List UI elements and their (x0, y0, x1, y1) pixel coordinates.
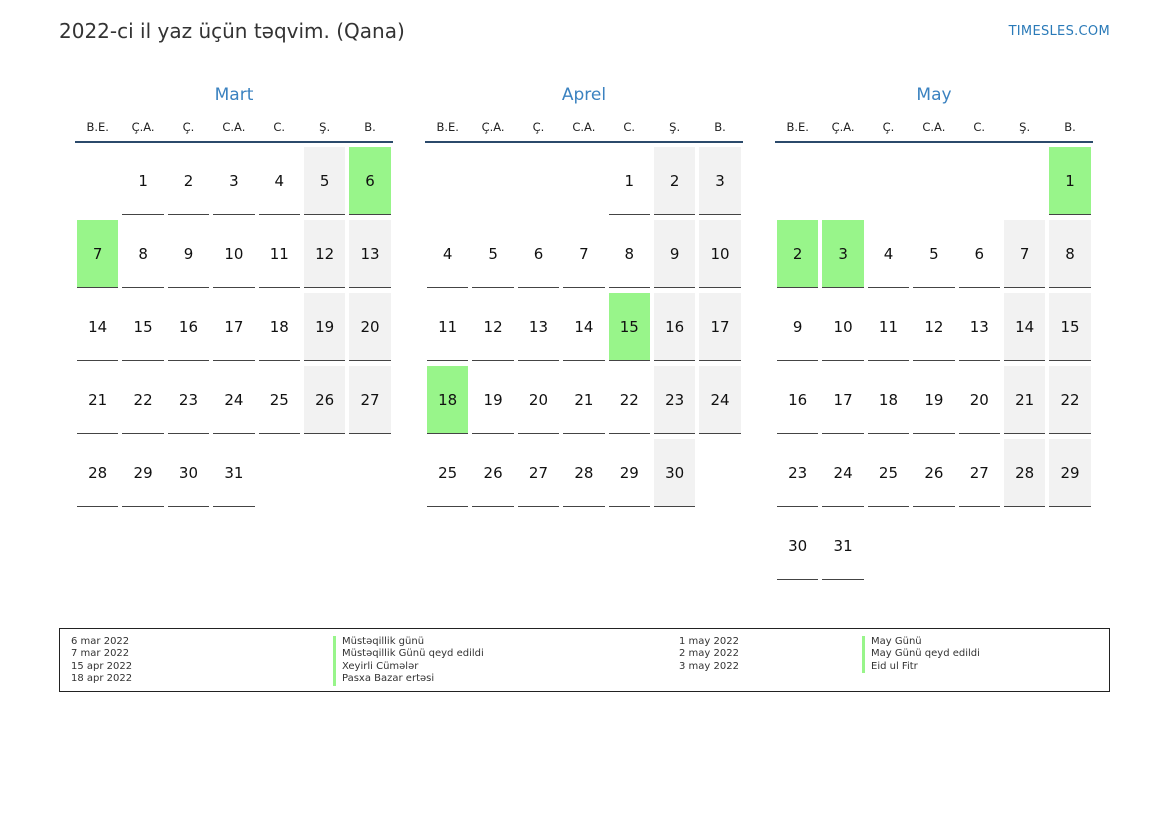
day-cell: 25 (868, 439, 909, 507)
empty-cell (518, 147, 559, 215)
empty-cell (1049, 512, 1090, 580)
holiday-day-cell: 6 (349, 147, 390, 215)
month-may (775, 83, 1093, 585)
empty-cell (563, 147, 604, 215)
empty-cell (472, 147, 513, 215)
empty-cell (913, 512, 954, 580)
day-cell: 1 (609, 147, 650, 215)
day-cell: 28 (1004, 439, 1045, 507)
holiday-day-cell: 15 (609, 293, 650, 361)
empty-cell (1004, 147, 1045, 215)
empty-cell (959, 147, 1000, 215)
holiday-day-cell: 1 (1049, 147, 1090, 215)
weekday-label: B.E. (786, 120, 809, 134)
day-cell: 25 (259, 366, 300, 434)
legend-holiday-name: Pasxa Bazar ertəsi (333, 673, 484, 685)
day-cell: 30 (777, 512, 818, 580)
day-cell: 8 (1049, 220, 1090, 288)
weekday-label: Ş. (319, 120, 331, 134)
day-cell: 20 (349, 293, 390, 361)
empty-cell (427, 147, 468, 215)
weekday-label: Ç.A. (481, 120, 505, 134)
day-cell: 11 (868, 293, 909, 361)
day-cell: 28 (563, 439, 604, 507)
day-cell: 15 (1049, 293, 1090, 361)
weekday-label: B. (364, 120, 376, 134)
day-cell: 29 (609, 439, 650, 507)
weekday-label: Ş. (1019, 120, 1031, 134)
day-cell: 14 (77, 293, 118, 361)
day-cell: 28 (77, 439, 118, 507)
day-cell: 29 (1049, 439, 1090, 507)
day-cell: 27 (959, 439, 1000, 507)
day-cell: 12 (304, 220, 345, 288)
day-cell: 2 (168, 147, 209, 215)
day-cell: 17 (213, 293, 254, 361)
day-cell: 6 (959, 220, 1000, 288)
holiday-day-cell: 7 (77, 220, 118, 288)
weekday-label: B.E. (436, 120, 459, 134)
page-title: 2022-ci il yaz üçün təqvim. (Qana) (59, 19, 405, 43)
day-cell: 13 (959, 293, 1000, 361)
day-cell: 22 (122, 366, 163, 434)
day-cell: 10 (822, 293, 863, 361)
day-cell: 19 (472, 366, 513, 434)
day-cell: 31 (213, 439, 254, 507)
day-cell: 18 (259, 293, 300, 361)
day-cell: 4 (259, 147, 300, 215)
week-row (75, 220, 393, 293)
legend-holiday-name: Eid ul Fitr (862, 661, 980, 673)
week-row (425, 439, 743, 512)
week-row (425, 293, 743, 366)
month-name: Aprel (561, 85, 607, 105)
day-cell: 9 (654, 220, 695, 288)
weekday-label: B. (1064, 120, 1076, 134)
week-row (775, 366, 1093, 439)
legend-right-names (862, 636, 980, 673)
weekday-label: C.A. (572, 120, 596, 134)
week-row (775, 147, 1093, 220)
day-cell: 5 (472, 220, 513, 288)
week-row (425, 220, 743, 293)
day-cell: 5 (913, 220, 954, 288)
day-cell: 20 (518, 366, 559, 434)
weekday-label: Ç.A. (831, 120, 855, 134)
weekday-label: Ç.A. (131, 120, 155, 134)
day-cell: 24 (822, 439, 863, 507)
month-april (425, 83, 743, 512)
day-cell: 1 (122, 147, 163, 215)
legend-date: 15 apr 2022 (71, 660, 133, 672)
day-cell: 31 (822, 512, 863, 580)
day-cell: 14 (1004, 293, 1045, 361)
day-cell: 26 (913, 439, 954, 507)
legend-right-dates (679, 636, 739, 673)
day-grid (425, 147, 743, 512)
site-link[interactable]: TIMESLES.COM (1008, 24, 1110, 39)
legend-date: 18 apr 2022 (71, 673, 133, 685)
day-cell: 19 (913, 366, 954, 434)
day-cell: 8 (122, 220, 163, 288)
day-cell: 21 (1004, 366, 1045, 434)
empty-cell (259, 439, 300, 507)
weekday-header (75, 113, 393, 143)
empty-cell (777, 147, 818, 215)
legend-holiday-name: Müstəqillik Günü qeyd edildi (333, 648, 484, 660)
week-row (775, 512, 1093, 585)
day-cell: 30 (168, 439, 209, 507)
day-cell: 6 (518, 220, 559, 288)
day-cell: 24 (213, 366, 254, 434)
month-march (75, 83, 393, 512)
day-cell: 10 (699, 220, 740, 288)
legend-date: 1 may 2022 (679, 636, 739, 647)
day-cell: 27 (518, 439, 559, 507)
holiday-day-cell: 2 (777, 220, 818, 288)
day-grid (75, 147, 393, 512)
empty-cell (913, 147, 954, 215)
day-cell: 8 (609, 220, 650, 288)
day-cell: 22 (1049, 366, 1090, 434)
day-cell: 24 (699, 366, 740, 434)
legend-holiday-name: May Günü (862, 636, 980, 648)
holiday-legend (59, 628, 1110, 692)
empty-cell (959, 512, 1000, 580)
empty-cell (822, 147, 863, 215)
empty-cell (77, 147, 118, 215)
empty-cell (868, 147, 909, 215)
day-cell: 13 (518, 293, 559, 361)
day-cell: 4 (427, 220, 468, 288)
day-cell: 18 (868, 366, 909, 434)
day-cell: 27 (349, 366, 390, 434)
week-row (775, 220, 1093, 293)
day-cell: 21 (77, 366, 118, 434)
day-cell: 26 (304, 366, 345, 434)
empty-cell (304, 439, 345, 507)
month-name: May (916, 85, 952, 105)
day-cell: 25 (427, 439, 468, 507)
day-cell: 3 (699, 147, 740, 215)
legend-date: 7 mar 2022 (71, 648, 130, 660)
day-cell: 3 (213, 147, 254, 215)
day-cell: 2 (654, 147, 695, 215)
day-cell: 16 (777, 366, 818, 434)
day-cell: 12 (472, 293, 513, 361)
day-cell: 15 (122, 293, 163, 361)
day-cell: 7 (1004, 220, 1045, 288)
day-cell: 23 (168, 366, 209, 434)
day-cell: 9 (777, 293, 818, 361)
day-cell: 16 (654, 293, 695, 361)
weekday-label: C.A. (222, 120, 246, 134)
day-cell: 22 (609, 366, 650, 434)
day-cell: 29 (122, 439, 163, 507)
day-cell: 30 (654, 439, 695, 507)
empty-cell (1004, 512, 1045, 580)
day-cell: 17 (699, 293, 740, 361)
weekday-header (425, 113, 743, 143)
day-cell: 4 (868, 220, 909, 288)
weekday-label: Ç. (532, 120, 545, 134)
day-cell: 9 (168, 220, 209, 288)
day-cell: 26 (472, 439, 513, 507)
weekday-label: Ç. (182, 120, 195, 134)
legend-date: 2 may 2022 (679, 648, 739, 660)
week-row (425, 147, 743, 220)
legend-left-names (333, 636, 484, 686)
holiday-day-cell: 3 (822, 220, 863, 288)
day-cell: 16 (168, 293, 209, 361)
legend-holiday-name: Müstəqillik günü (333, 636, 484, 648)
week-row (425, 366, 743, 439)
holiday-day-cell: 18 (427, 366, 468, 434)
empty-cell (349, 439, 390, 507)
day-cell: 23 (654, 366, 695, 434)
week-row (775, 293, 1093, 366)
day-cell: 5 (304, 147, 345, 215)
day-cell: 20 (959, 366, 1000, 434)
weekday-label: C. (973, 120, 986, 134)
weekday-header (775, 113, 1093, 143)
legend-left-dates (71, 636, 132, 686)
empty-cell (699, 439, 740, 507)
weekday-label: Ç. (882, 120, 895, 134)
week-row (75, 293, 393, 366)
legend-date: 6 mar 2022 (71, 636, 130, 647)
day-cell: 11 (427, 293, 468, 361)
legend-date: 3 may 2022 (679, 660, 739, 672)
weekday-label: C. (623, 120, 636, 134)
weekday-label: B. (714, 120, 726, 134)
day-cell: 10 (213, 220, 254, 288)
week-row (75, 147, 393, 220)
empty-cell (868, 512, 909, 580)
month-name: Mart (214, 85, 254, 105)
day-cell: 23 (777, 439, 818, 507)
day-cell: 14 (563, 293, 604, 361)
weekday-label: C. (273, 120, 286, 134)
weekday-label: Ş. (669, 120, 681, 134)
day-cell: 17 (822, 366, 863, 434)
day-cell: 7 (563, 220, 604, 288)
day-cell: 12 (913, 293, 954, 361)
weekday-label: B.E. (86, 120, 109, 134)
legend-holiday-name: Xeyirli Cümələr (333, 661, 484, 673)
week-row (775, 439, 1093, 512)
day-cell: 21 (563, 366, 604, 434)
weekday-label: C.A. (922, 120, 946, 134)
day-grid (775, 147, 1093, 585)
legend-holiday-name: May Günü qeyd edildi (862, 648, 980, 660)
day-cell: 11 (259, 220, 300, 288)
week-row (75, 439, 393, 512)
day-cell: 13 (349, 220, 390, 288)
day-cell: 19 (304, 293, 345, 361)
week-row (75, 366, 393, 439)
